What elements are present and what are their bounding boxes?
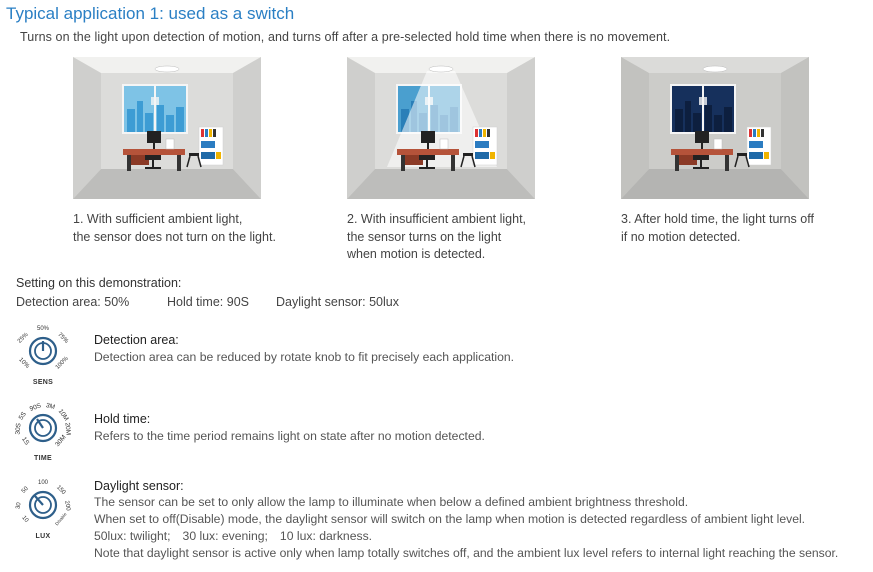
sens-tick-10: 10%: [17, 356, 31, 370]
lux-evening: 30 lux: evening;: [182, 529, 268, 543]
time-label: TIME: [34, 455, 52, 462]
daylight-sensor-title: Daylight sensor:: [94, 479, 184, 493]
lux-tick-30: 30: [15, 502, 23, 510]
lux-twilight: 50lux: twilight;: [94, 529, 171, 543]
sens-tick-50: 50%: [36, 326, 50, 332]
lux-tick-100: 100: [37, 480, 49, 486]
time-tick-30s: 30S: [14, 422, 23, 435]
scene-3-caption: 3. After hold time, the light turns off if no motion detected.: [621, 212, 814, 244]
settings-heading: Setting on this demonstration:: [16, 276, 182, 290]
lux-tick-disable: Disable: [54, 511, 68, 527]
lux-tick-50: 50: [20, 485, 30, 495]
time-tick-20m: 20M: [63, 422, 72, 436]
daylight-lux-values: [94, 528, 838, 545]
setting-hold-time: Hold time: 90S: [167, 295, 249, 309]
time-tick-3m: 3M: [45, 402, 56, 412]
time-tick-5s: 5S: [17, 410, 28, 422]
setting-detection-area: Detection area: 50%: [16, 295, 130, 309]
sens-tick-25: 25%: [16, 331, 30, 345]
lux-tick-150: 150: [55, 484, 67, 496]
scene-1-caption: 1. With sufficient ambient light, the sensor does not turn on the light.: [73, 212, 276, 244]
setting-daylight-sensor: Daylight sensor: 50lux: [276, 295, 399, 309]
lux-darkness: 10 lux: darkness.: [279, 529, 373, 543]
settings-values: [16, 295, 399, 309]
scene-2-caption: 2. With insufficient ambient light, the sensor turns on the light when motion is detected.: [347, 212, 527, 261]
sens-tick-75: 75%: [56, 331, 70, 345]
scene-night-image: [621, 57, 809, 199]
time-knob: [12, 398, 74, 462]
lux-tick-200: 200: [63, 500, 71, 512]
sens-knob: [12, 322, 74, 386]
scene-daylight-image: [73, 57, 261, 199]
daylight-line-1: The sensor can be set to only allow the lamp to illuminate when below a defined ambient brightness threshold.: [94, 495, 689, 509]
time-tick-10m: 10M: [56, 407, 70, 423]
detection-area-title: Detection area:: [94, 333, 179, 347]
lux-tick-10: 10: [20, 514, 30, 524]
lux-knob: [12, 476, 74, 540]
time-tick-1s: 1S: [20, 435, 31, 447]
hold-time-body: Refers to the time period remains light on state after no motion detected.: [94, 429, 485, 443]
scene-light-on-image: [347, 57, 535, 199]
hold-time-title: Hold time:: [94, 412, 151, 426]
lux-label: LUX: [35, 533, 51, 540]
time-tick-90s: 90S: [28, 402, 43, 413]
daylight-line-4: Note that daylight sensor is active only when lamp totally switches off, and the ambient lux level refers to internal light reaching the sensor.: [94, 546, 839, 560]
sens-label: SENS: [32, 379, 54, 386]
daylight-line-2: When set to off(Disable) mode, the daylight sensor will switch on the lamp when motion is detected regardless of ambient light level.: [94, 512, 806, 526]
page-title: Typical application 1: used as a switch: [6, 4, 295, 23]
detection-area-body: Detection area can be reduced by rotate knob to fit precisely each application.: [94, 350, 515, 364]
sens-tick-100: 100%: [54, 355, 70, 371]
daylight-sensor-body: [94, 494, 838, 562]
time-tick-30m: 30M: [54, 433, 68, 449]
page-subtitle: Turns on the light upon detection of motion, and turns off after a pre-selected hold time when there is no movement.: [20, 30, 671, 44]
